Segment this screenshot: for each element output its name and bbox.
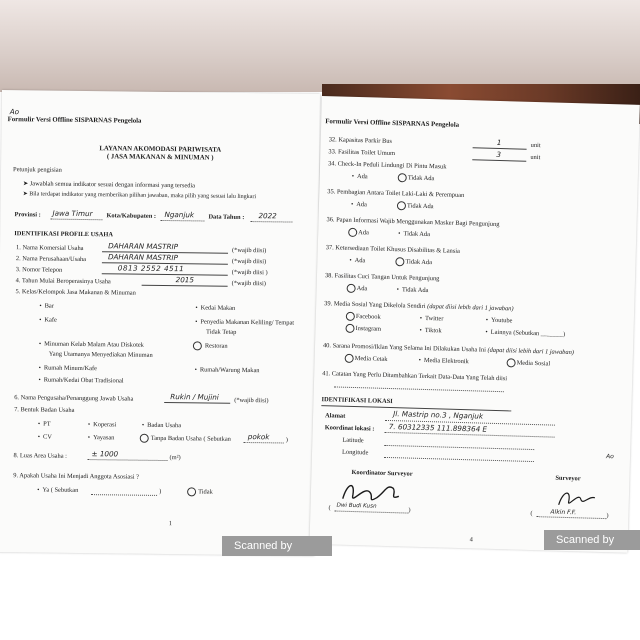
koordinator-name-underline bbox=[334, 511, 408, 514]
tahun-underline bbox=[250, 221, 292, 223]
facebook-selected-circle bbox=[346, 312, 355, 321]
koordinator-label: Koordinator Surveyor bbox=[351, 468, 413, 478]
q6-required: (*wajib diisi) bbox=[234, 396, 269, 405]
koordinator-paren-close: ) bbox=[408, 506, 411, 514]
q34-selected-circle bbox=[398, 173, 407, 182]
option-badan-usaha[interactable]: • Badan Usaha bbox=[142, 422, 181, 429]
tahun-label: Data Tahun : bbox=[208, 213, 245, 221]
option-tanpa-underline bbox=[244, 442, 284, 443]
page-number: 4 bbox=[469, 536, 473, 544]
q33-unit: unit bbox=[530, 153, 541, 162]
media-sosial-selected-circle bbox=[506, 358, 515, 367]
option-kelab-malam[interactable]: • Minuman Kelab Malam Atau Diskotek bbox=[39, 340, 144, 348]
q38-option-tidak[interactable]: • Tidak Ada bbox=[397, 286, 429, 294]
q38-option-ada[interactable]: Ada bbox=[356, 285, 368, 293]
option-youtube[interactable]: • Youtube bbox=[486, 317, 513, 325]
q1-value[interactable]: DAHARAN MASTRIP bbox=[108, 241, 179, 252]
provinsi-value[interactable]: Jawa Timur bbox=[52, 208, 93, 219]
q2-label: 2. Nama Perusahaan/Usaha bbox=[15, 255, 87, 264]
q34-label: 34. Check-In Peduli Lindungi Di Pintu Masuk bbox=[328, 160, 447, 171]
q35-option-tidak[interactable]: Tidak Ada bbox=[406, 202, 434, 211]
photo-background-top bbox=[0, 0, 640, 92]
surveyor-paren-open: ( bbox=[530, 509, 533, 518]
instagram-selected-circle bbox=[345, 324, 354, 333]
scanner-watermark-right: Scanned by TapScan bbox=[544, 530, 640, 550]
kota-value[interactable]: Nganjuk bbox=[164, 209, 195, 220]
q1-label: 1. Nama Komersial Usaha bbox=[16, 244, 84, 253]
alamat-value[interactable]: Jl. Mastrip no.3 , Nganjuk bbox=[393, 409, 484, 421]
q41-label: 41. Catatan Yang Perlu Ditambahkan Terkait Data-Data Yang Telah diisi bbox=[322, 370, 508, 383]
lokasi-section-heading: IDENTIFIKASI LOKASI bbox=[321, 396, 393, 406]
q37-label: 37. Ketersediaan Toilet Khusus Disabilitas & Lansia bbox=[325, 244, 460, 255]
q39-label: 39. Media Sosial Yang Dikelola Sendiri (dapat diisi lebih dari 1 jawaban) bbox=[324, 300, 514, 313]
longitude-underline bbox=[384, 457, 534, 462]
q4-underline bbox=[142, 285, 228, 287]
option-media-sosial[interactable]: Media Sosial bbox=[516, 359, 551, 368]
option-rumah-makan[interactable]: • Rumah/Warung Makan bbox=[195, 366, 260, 374]
koordinator-paren-open: ( bbox=[328, 504, 331, 512]
option-ya-underline bbox=[91, 494, 157, 496]
q6-label: 6. Nama Pengusaha/Penanggung Jawab Usaha bbox=[14, 394, 134, 403]
option-kafe[interactable]: • Kafe bbox=[39, 316, 57, 323]
form-page-1 bbox=[0, 90, 320, 556]
q6-value[interactable]: Rukin / Mujini bbox=[170, 392, 219, 402]
option-tanpa-badan-usaha[interactable]: Tanpa Badan Usaha ( Sebutkan bbox=[150, 434, 231, 443]
tahun-value[interactable]: 2022 bbox=[258, 211, 277, 221]
form-header: Formulir Versi Offline SISPARNAS Pengelola bbox=[7, 116, 142, 125]
option-koperasi[interactable]: • Koperasi bbox=[88, 421, 116, 428]
option-yayasan[interactable]: • Yayasan bbox=[88, 434, 115, 441]
q33-underline bbox=[472, 159, 526, 162]
section-heading: IDENTIFIKASI PROFILE USAHA bbox=[14, 230, 113, 239]
option-restoran[interactable]: Restoran bbox=[204, 342, 228, 350]
instruction-2: ➤ Bila terdapat indikator yang memberikan pilihan jawaban, maka pilih yang sesuai lalu lingkari bbox=[22, 191, 257, 201]
option-facebook[interactable]: Facebook bbox=[355, 313, 381, 321]
q33-label: 33. Fasilitas Toilet Umum bbox=[328, 148, 396, 158]
q40-label: 40. Sarana Promosi/Iklan Yang Selama Ini Dilakukan Usaha Ini (dapat diisi lebih dari 1 jawaban) bbox=[322, 342, 575, 357]
q3-label: 3. Nomor Telepon bbox=[15, 266, 63, 274]
q8-label: 8. Luas Area Usaha : bbox=[13, 452, 67, 460]
kota-label: Kota/Kabupaten : bbox=[106, 212, 157, 220]
q8-value[interactable]: ± 1000 bbox=[91, 449, 119, 459]
provinsi-underline bbox=[50, 219, 102, 221]
option-rumah-minum[interactable]: • Rumah Minum/Kafe bbox=[39, 364, 97, 372]
kota-underline bbox=[160, 220, 204, 222]
page-number: 1 bbox=[168, 520, 172, 528]
q33-value[interactable]: 3 bbox=[496, 149, 502, 160]
q34-option-tidak[interactable]: Tidak Ada bbox=[407, 174, 435, 183]
q6-underline bbox=[164, 402, 230, 404]
q4-value[interactable]: 2015 bbox=[175, 275, 195, 285]
option-penyedia-keliling-line2: Tidak Tetap bbox=[206, 328, 237, 336]
selected-circle-tidak bbox=[187, 487, 196, 496]
q8-unit: (m²) bbox=[169, 454, 181, 462]
q36-label: 36. Papan Informasi Wajib Menggunakan Masker Bagi Pengunjung bbox=[326, 216, 500, 229]
q7-label: 7. Bentuk Badan Usaha bbox=[14, 406, 75, 414]
q35-selected-circle bbox=[397, 201, 406, 210]
form-subtitle: ( JASA MAKANAN & MINUMAN ) bbox=[106, 153, 214, 162]
option-kedai-obat[interactable]: • Rumah/Kedai Obat Tradisional bbox=[38, 376, 123, 384]
provinsi-label: Provinsi : bbox=[14, 211, 41, 219]
q37-option-ada[interactable]: • Ada bbox=[349, 257, 365, 264]
surveyor-paren-close: ) bbox=[606, 512, 609, 520]
alamat-label: Alamat bbox=[324, 412, 346, 420]
q2-value[interactable]: DAHARAN MASTRIP bbox=[107, 252, 178, 263]
q3-underline bbox=[102, 273, 228, 276]
option-kelab-malam-line2: Yang Utamanya Menyediakan Minuman bbox=[48, 350, 153, 359]
q3-required: (*wajib diisi ) bbox=[231, 268, 268, 277]
photo-background-bottom bbox=[0, 552, 640, 640]
q36-option-tidak[interactable]: • Tidak Ada bbox=[398, 230, 430, 238]
q4-label: 4. Tahun Mulai Beroperasinya Usaha bbox=[15, 277, 111, 286]
q1-required: (*wajib diisi) bbox=[232, 246, 267, 255]
q34-option-ada[interactable]: • Ada bbox=[352, 173, 368, 180]
q36-selected-circle bbox=[348, 228, 357, 237]
instruction-heading: Petunjuk pengisian bbox=[12, 166, 62, 174]
surveyor-name: Alkin F.F. bbox=[550, 508, 577, 517]
latitude-underline bbox=[384, 445, 534, 450]
form-title: LAYANAN AKOMODASI PARIWISATA bbox=[99, 145, 222, 154]
handwritten-initials: Ao bbox=[605, 453, 614, 461]
q38-selected-circle bbox=[347, 284, 356, 293]
q37-option-tidak[interactable]: Tidak Ada bbox=[405, 258, 433, 267]
q9-label: 9. Apakah Usaha Ini Menjadi Anggota Asosiasi ? bbox=[13, 472, 139, 481]
selected-circle-tanpa-badan bbox=[140, 434, 149, 443]
option-cv[interactable]: • CV bbox=[38, 433, 52, 440]
media-cetak-selected-circle bbox=[345, 354, 354, 363]
q41-underline bbox=[334, 386, 504, 392]
q32-label: 32. Kapasitas Parkir Bus bbox=[328, 136, 393, 145]
option-kedai-makan[interactable]: • Kedai Makan bbox=[195, 304, 235, 311]
koordinat-label: Koordinat lokasi : bbox=[324, 424, 375, 433]
scanner-watermark-left: Scanned by TapScan bbox=[222, 536, 332, 556]
q3-value[interactable]: 0813 2552 4511 bbox=[117, 263, 185, 274]
option-ya[interactable]: • Ya ( Sebutkan bbox=[37, 486, 78, 494]
latitude-label: Latitude bbox=[342, 436, 364, 445]
handwritten-initials: Ao bbox=[9, 107, 20, 117]
q8-underline bbox=[87, 459, 167, 461]
option-penyedia-keliling[interactable]: • Penyedia Makanan Keliling/ Tempat bbox=[195, 318, 294, 326]
q2-required: (*wajib diisi) bbox=[231, 257, 267, 266]
q38-label: 38. Fasilitas Cuci Tangan Untuk Pengunjung bbox=[324, 272, 440, 283]
koordinator-name: Dwi Budi Kusn bbox=[336, 502, 377, 510]
selected-circle-restoran bbox=[193, 341, 202, 350]
option-media-elektronik[interactable]: • Media Elektronik bbox=[419, 357, 469, 365]
surveyor-name-underline bbox=[536, 516, 606, 519]
q32-unit: unit bbox=[530, 141, 541, 150]
option-tidak[interactable]: Tidak bbox=[198, 488, 213, 496]
option-tiktok[interactable]: • Tiktok bbox=[419, 327, 441, 335]
option-twitter[interactable]: • Twitter bbox=[420, 315, 444, 323]
option-pt[interactable]: • PT bbox=[38, 420, 51, 427]
option-lainnya[interactable]: • Lainnya (Sebutkan _______) bbox=[485, 329, 565, 338]
q5-label: 5. Kelas/Kelompok Jasa Makanan & Minuman bbox=[15, 288, 136, 297]
option-instagram[interactable]: Instagram bbox=[355, 325, 382, 333]
q32-value[interactable]: 1 bbox=[496, 137, 502, 148]
koordinat-value[interactable]: 7. 60312335 111.898364 E bbox=[388, 421, 488, 434]
option-tanpa-badan-value[interactable]: pokok bbox=[247, 432, 270, 442]
longitude-label: Longitude bbox=[341, 448, 369, 457]
q4-required: (*wajib diisi) bbox=[231, 279, 266, 288]
q36-option-ada[interactable]: Ada bbox=[358, 229, 369, 237]
surveyor-label: Surveyor bbox=[555, 474, 581, 483]
q35-label: 35. Pembagian Antara Toilet Laki-Laki & Perempuan bbox=[327, 188, 465, 200]
option-media-cetak[interactable]: Media Cetak bbox=[354, 355, 388, 363]
option-ya-close: ) bbox=[159, 487, 162, 495]
option-tanpa-close: ) bbox=[285, 436, 288, 444]
form-page-4 bbox=[309, 96, 639, 553]
q37-selected-circle bbox=[395, 257, 404, 266]
option-bar[interactable]: • Bar bbox=[39, 302, 54, 309]
q35-option-ada[interactable]: • Ada bbox=[351, 201, 367, 208]
instruction-1: ➤ Jawablah semua indikator sesuai dengan informasi yang tersedia bbox=[22, 180, 196, 190]
form-header: Formulir Versi Offline SISPARNAS Pengelola bbox=[325, 118, 460, 129]
